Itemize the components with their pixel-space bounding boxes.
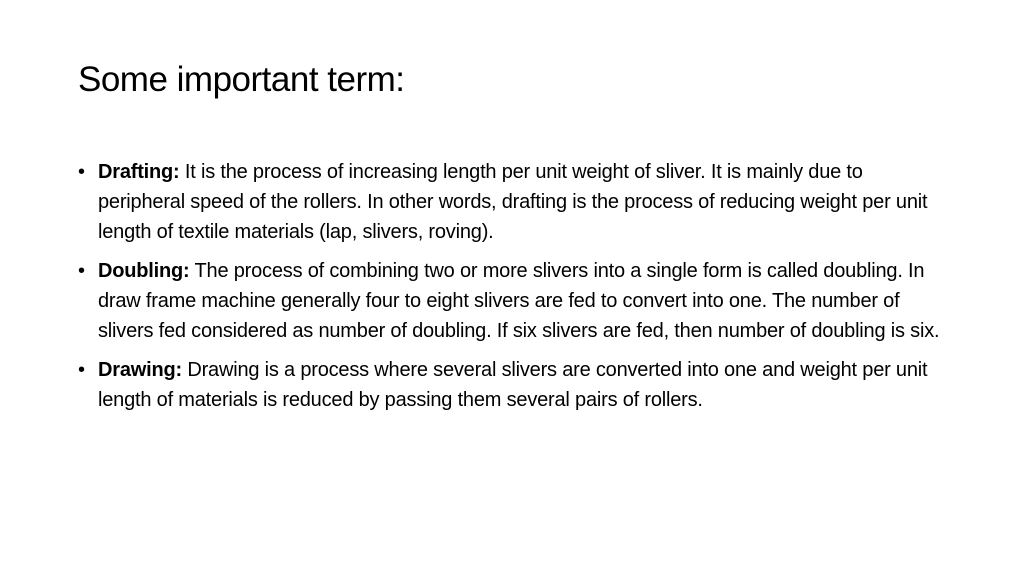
term-name: Drafting: <box>98 161 180 183</box>
term-name: Drawing: <box>98 359 182 381</box>
term-name: Doubling: <box>98 260 190 282</box>
term-list <box>76 157 948 424</box>
term-definition: It is the process of increasing length per unit weight of sliver. It is mainly due to peripheral speed of the rollers. In other words, drafting is the process of reducing weight per unit length of textile materials (lap, slivers, roving). <box>98 161 928 243</box>
bullet-icon: • <box>78 161 85 183</box>
slide-title: Some important term: <box>78 60 405 99</box>
bullet-icon: • <box>78 260 85 282</box>
bullet-icon: • <box>78 359 85 381</box>
list-item-doubling <box>76 256 948 346</box>
list-item-drawing <box>76 355 948 415</box>
term-definition: Drawing is a process where several slivers are converted into one and weight per unit length of materials is reduced by passing them several pairs of rollers. <box>98 359 928 411</box>
list-item-drafting <box>76 157 948 247</box>
term-definition: The process of combining two or more slivers into a single form is called doubling. In draw frame machine generally four to eight slivers are fed to convert into one. The number of slivers fed considered as number of doubling. If six slivers are fed, then number of doubling is six. <box>98 260 940 342</box>
